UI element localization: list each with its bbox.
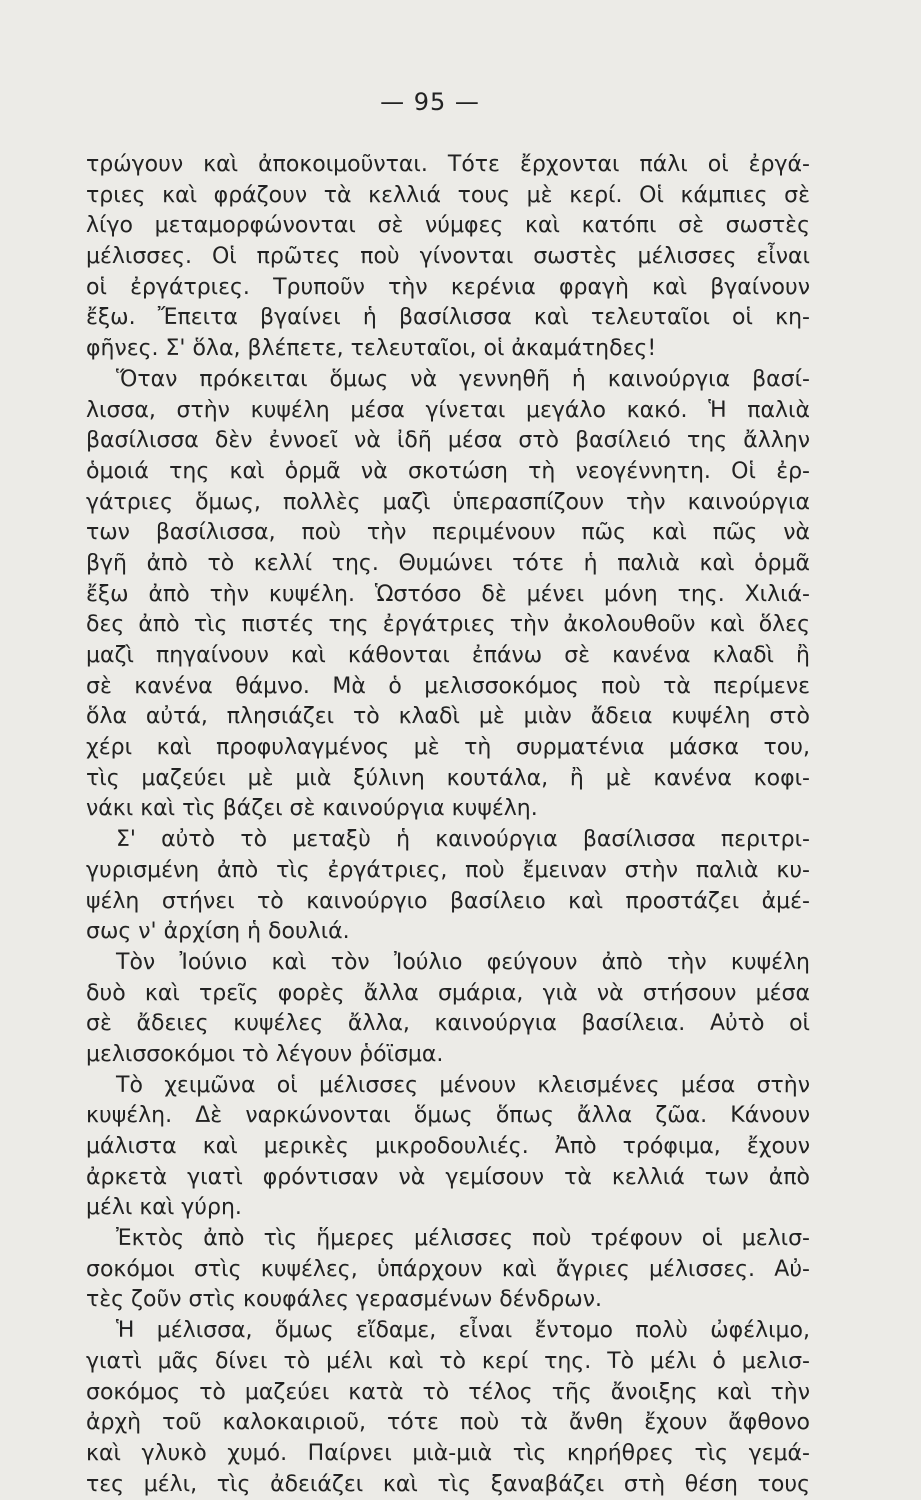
text-line: ἔξω. Ἔπειτα βγαίνει ἡ βασίλισσα καὶ τελευταῖοι οἱ κη- [86, 305, 810, 331]
text-line: σὲ ἄδειες κυψέλες ἄλλα, καινούργια βασίλεια. Αὐτὸ οἱ [86, 1011, 810, 1037]
text-line: σὲ κανένα θάμνο. Μὰ ὁ μελισσοκόμος ποὺ τὰ περίμενε [86, 673, 810, 699]
text-line: Ὅταν πρόκειται ὅμως νὰ γεννηθῆ ἡ καινούργια βασί- [116, 366, 810, 392]
text-line: βγῆ ἀπὸ τὸ κελλί της. Θυμώνει τότε ἡ παλιὰ καὶ ὁρμᾶ [86, 550, 810, 576]
text-line: νάκι καὶ τὶς βάζει σὲ καινούργια κυψέλη. [86, 796, 538, 822]
text-line: των βασίλισσα, ποὺ τὴν περιμένουν πῶς καὶ πῶς νὰ [86, 520, 810, 546]
text-line: σοκόμοι στὶς κυψέλες, ὑπάρχουν καὶ ἄγριες μέλισσες. Αὐ- [86, 1256, 810, 1282]
text-line: ὅλα αὐτά, πλησιάζει τὸ κλαδὶ μὲ μιὰν ἄδεια κυψέλη στὸ [86, 704, 810, 730]
text-line: Ἡ μέλισσα, ὅμως εἴδαμε, εἶναι ἔντομο πολὺ ὠφέλιμο, [116, 1318, 810, 1344]
text-line: γιατὶ μᾶς δίνει τὸ μέλι καὶ τὸ κερί της. Τὸ μέλι ὁ μελισ- [86, 1348, 810, 1374]
text-line: γυρισμένη ἀπὸ τὶς ἐργάτριες, ποὺ ἔμειναν στὴν παλιὰ κυ- [86, 857, 810, 883]
text-line: οἱ ἐργάτριες. Τρυποῦν τὴν κερένια φραγὴ καὶ βγαίνουν [86, 274, 810, 300]
text-line: λίγο μεταμορφώνονται σὲ νύμφες καὶ κατόπι σὲ σωστὲς [86, 213, 810, 239]
page-number: — 95 — [380, 88, 480, 116]
text-line: μαζὶ πηγαίνουν καὶ κάθονται ἐπάνω σὲ κανένα κλαδὶ ἢ [86, 643, 810, 668]
text-line: ἔξω ἀπὸ τὴν κυψέλη. Ὡστόσο δὲ μένει μόνη της. Χιλιά- [86, 581, 810, 607]
text-line: μέλισσες. Οἱ πρῶτες ποὺ γίνονται σωστὲς μέλισσες εἶναι [86, 244, 810, 270]
text-line: Τὸ χειμῶνα οἱ μέλισσες μένουν κλεισμένες μέσα στὴν [116, 1072, 810, 1098]
text-line: Ἐκτὸς ἀπὸ τὶς ἥμερες μέλισσες ποὺ τρέφουν οἱ μελισ- [116, 1226, 810, 1252]
text-line: ὁμοιά της καὶ ὁρμᾶ νὰ σκοτώση τὴ νεογέννητη. Οἱ ἐρ- [86, 458, 810, 484]
text-line: τριες καὶ φράζουν τὰ κελλιά τους μὲ κερί. Οἱ κάμπιες σὲ [86, 182, 810, 208]
text-line: ψέλη στήνει τὸ καινούργιο βασίλειο καὶ προστάζει ἀμέ- [86, 888, 810, 914]
text-line: κυψέλη. Δὲ ναρκώνονται ὅμως ὅπως ἄλλα ζῶα. Κάνουν [86, 1103, 810, 1129]
text-line: σοκόμος τὸ μαζεύει κατὰ τὸ τέλος τῆς ἄνοιξης καὶ τὴν [86, 1379, 810, 1405]
text-line: ἀρχὴ τοῦ καλοκαιριοῦ, τότε ποὺ τὰ ἄνθη ἔχουν ἄφθονο [86, 1410, 810, 1436]
text-line: δυὸ καὶ τρεῖς φορὲς ἄλλα σμάρια, γιὰ νὰ στήσουν μέσα [86, 980, 810, 1006]
text-line: μέλι καὶ γύρη. [86, 1195, 242, 1221]
text-line: τρώγουν καὶ ἀποκοιμοῦνται. Τότε ἔρχονται πάλι οἱ ἐργά- [86, 152, 810, 177]
text-line: Σ' αὐτὸ τὸ μεταξὺ ἡ καινούργια βασίλισσα περιτρι- [116, 827, 810, 853]
text-line: χέρι καὶ προφυλαγμένος μὲ τὴ συρματένια μάσκα του, [86, 735, 810, 761]
text-line: λισσα, στὴν κυψέλη μέσα γίνεται μεγάλο κακό. Ἡ παλιὰ [86, 397, 810, 423]
text-line: καὶ γλυκὸ χυμό. Παίρνει μιὰ-μιὰ τὶς κηρήθρες τὶς γεμά- [86, 1440, 810, 1466]
text-line: μάλιστα καὶ μερικὲς μικροδουλιές. Ἀπὸ τρόφιμα, ἔχουν [86, 1134, 810, 1159]
text-line: δες ἀπὸ τὶς πιστές της ἐργάτριες τὴν ἀκολουθοῦν καὶ ὅλες [86, 612, 810, 638]
text-line: φῆνες. Σ' ὅλα, βλέπετε, τελευταῖοι, οἱ ἀκαμάτηδες! [86, 336, 657, 362]
text-line: τὲς ζοῦν στὶς κουφάλες γερασμένων δένδρων. [86, 1287, 602, 1313]
text-line: βασίλισσα δὲν ἐννοεῖ νὰ ἰδῆ μέσα στὸ βασίλειό της ἄλλην [86, 428, 810, 454]
text-line: ἀρκετὰ γιατὶ φρόντισαν νὰ γεμίσουν τὰ κελλιά των ἀπὸ [86, 1164, 810, 1190]
text-line: γάτριες ὅμως, πολλὲς μαζὶ ὑπερασπίζουν τὴν καινούργια [86, 489, 810, 515]
text-line: τες μέλι, τὶς ἀδειάζει καὶ τὶς ξαναβάζει στὴ θέση τους [86, 1471, 810, 1497]
text-line: σως ν' ἀρχίση ἡ δουλιά. [86, 919, 350, 945]
text-line: μελισσοκόμοι τὸ λέγουν ῥόϊσμα. [86, 1041, 444, 1067]
text-line: τὶς μαζεύει μὲ μιὰ ξύλινη κουτάλα, ἢ μὲ κανένα κοφι- [86, 765, 810, 791]
body-text [86, 150, 810, 1500]
text-line: Τὸν Ἰούνιο καὶ τὸν Ἰούλιο φεύγουν ἀπὸ τὴν κυψέλη [116, 949, 810, 975]
